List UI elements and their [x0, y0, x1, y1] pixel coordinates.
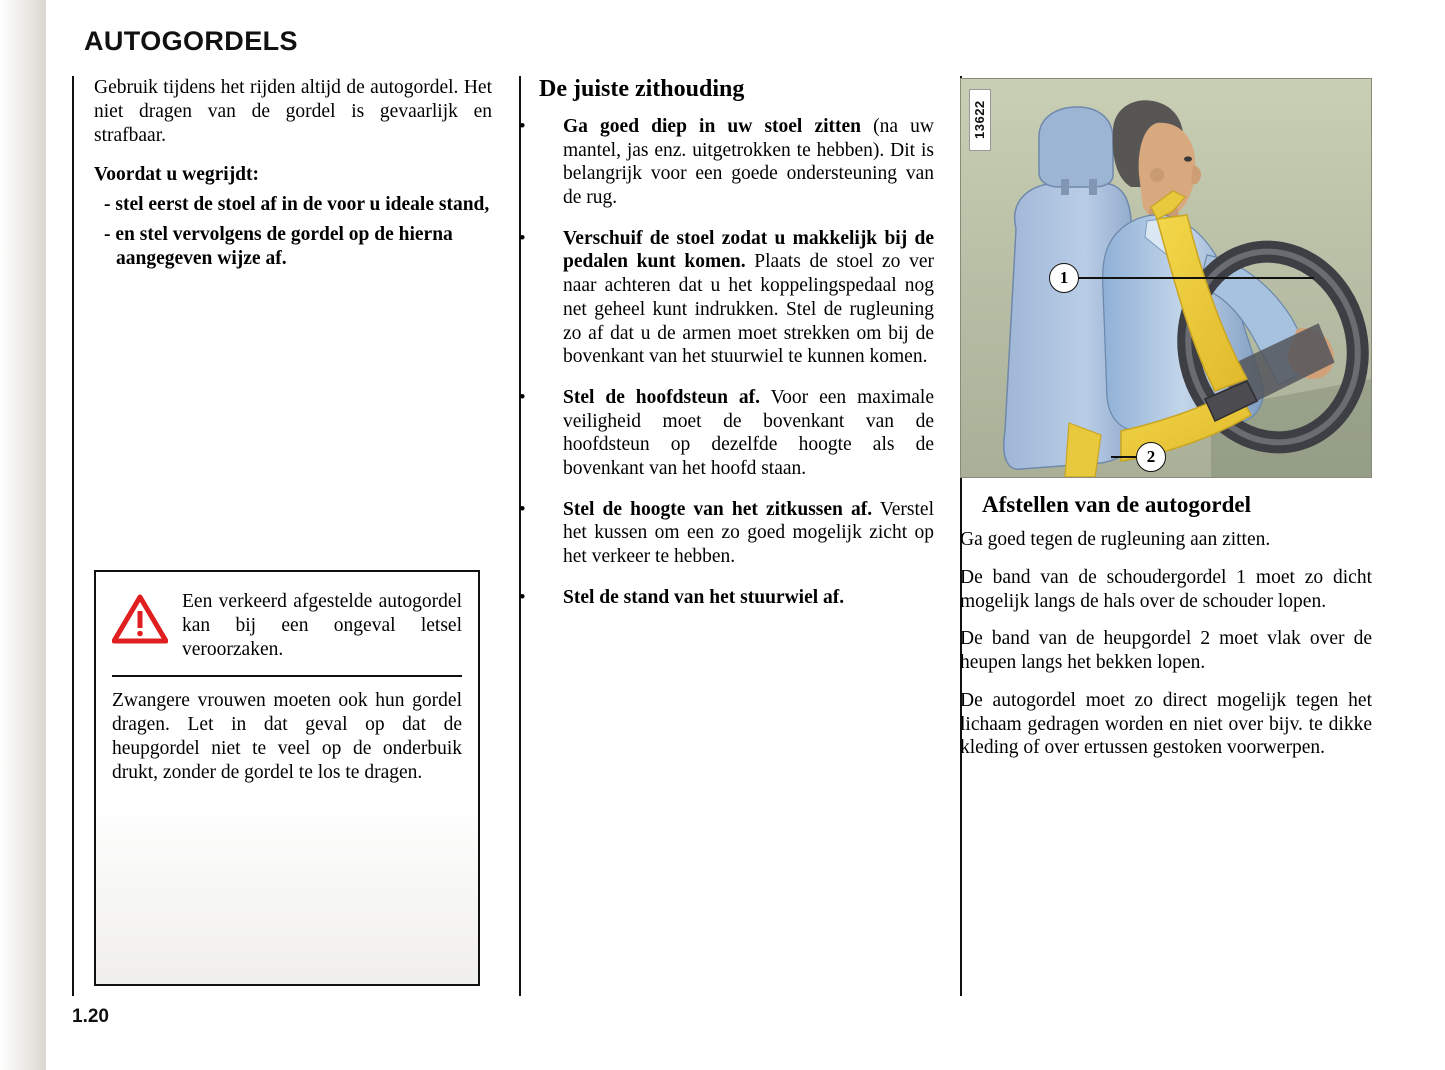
bullet-dot-icon: •	[519, 386, 526, 408]
illustration-reference-code: 13622	[969, 89, 991, 151]
belt-paragraph: De band van de heupgordel 2 moet vlak over de heupen langs het bekken lopen.	[960, 628, 1372, 674]
warning-text: Een verkeerd afgestelde autogordel kan bij een ongeval letsel veroorzaken.	[182, 591, 462, 660]
bullet-dot-icon: •	[519, 227, 526, 249]
warning-top	[96, 572, 478, 671]
list-item	[519, 115, 934, 210]
column-one	[72, 76, 492, 276]
callout-leader-line-2	[1111, 456, 1139, 458]
bullet-dot-icon: •	[519, 116, 526, 137]
list-item-bold: Stel de hoogte van het zitkussen af.	[563, 498, 873, 520]
list-item-bold: Stel de hoofdsteun af.	[563, 386, 760, 408]
list-item: - stel eerst de stoel af in de voor u ideale stand,	[104, 194, 490, 216]
seatbelt-illustration	[960, 78, 1372, 478]
belt-paragraph: De autogordel moet zo direct mogelijk tegen het lichaam gedragen worden en niet over bijv. te dikke kleding of over ertussen gestoken voorwerpen.	[960, 689, 1372, 759]
list-item-bold: Ga goed diep in uw stoel zitten	[563, 116, 862, 137]
list-item: - en stel vervolgens de gordel op de hierna aangegeven wijze af.	[104, 223, 453, 269]
list-item-text: Verstel het kussen om een zo goed mogelijk zicht op het verkeer te hebben.	[563, 498, 934, 567]
section-heading-seating-position: De juiste zithouding	[539, 76, 745, 102]
list-item	[519, 498, 934, 569]
warning-box	[94, 570, 480, 986]
list-item	[519, 227, 934, 369]
page-title: AUTOGORDELS	[84, 26, 298, 56]
warning-note: Zwangere vrouwen moeten ook hun gordel dragen. Let in dat geval op dat de heupgordel niet te veel op de onderbuik drukt, zonder de gordel te los te dragen.	[112, 690, 462, 783]
list-item-text: Voor een maximale veiligheid moet de bovenkant van de hoofdsteun op dezelfde hoogte als de bovenkant van het hoofd staan.	[563, 386, 934, 479]
column-two	[519, 76, 934, 626]
before-driving-heading: Voordat u wegrijdt:	[94, 164, 260, 186]
intro-paragraph: Gebruik tijdens het rijden altijd de autogordel. Het niet dragen van de gordel is gevaarlijk en strafbaar.	[94, 77, 492, 146]
belt-paragraph: De band van de schoudergordel 1 moet zo dicht mogelijk langs de hals over de schouder lopen.	[960, 566, 1372, 612]
list-item-bold: Stel de stand van het stuurwiel af.	[563, 586, 845, 608]
section-heading-belt-adjustment: Afstellen van de autogordel	[982, 492, 1251, 517]
callout-leader-line-1b	[1075, 277, 1251, 279]
list-item	[519, 386, 934, 481]
list-item-text: (na uw mantel, jas enz. uitgetrokken te hebben). Dit is belangrijk voor een goede ondersteuning van de rug.	[563, 116, 934, 209]
list-item-text: Plaats de stoel zo ver naar achteren dat u het koppelingspedaal nog net geheel kunt indrukken. Stel de rugleuning zo af dat u de armen moet strekken om bij de bovenkant van het stuurwiel te kunnen komen.	[563, 251, 934, 368]
page-edge-shading	[0, 0, 46, 1070]
list-item-bold: Verschuif de stoel zodat u makkelijk bij de pedalen kunt komen.	[563, 227, 934, 273]
callout-leader-line-1	[1250, 277, 1314, 279]
callout-2: 2	[1136, 442, 1166, 472]
bullet-dot-icon: •	[519, 586, 526, 608]
callout-1: 1	[1049, 263, 1079, 293]
warning-triangle-icon	[112, 594, 168, 661]
column-three	[960, 492, 1372, 774]
list-item	[519, 586, 934, 610]
bullet-dot-icon: •	[519, 498, 526, 520]
page-number: 1.20	[72, 1006, 109, 1027]
belt-paragraph: Ga goed tegen de rugleuning aan zitten.	[960, 529, 1271, 550]
